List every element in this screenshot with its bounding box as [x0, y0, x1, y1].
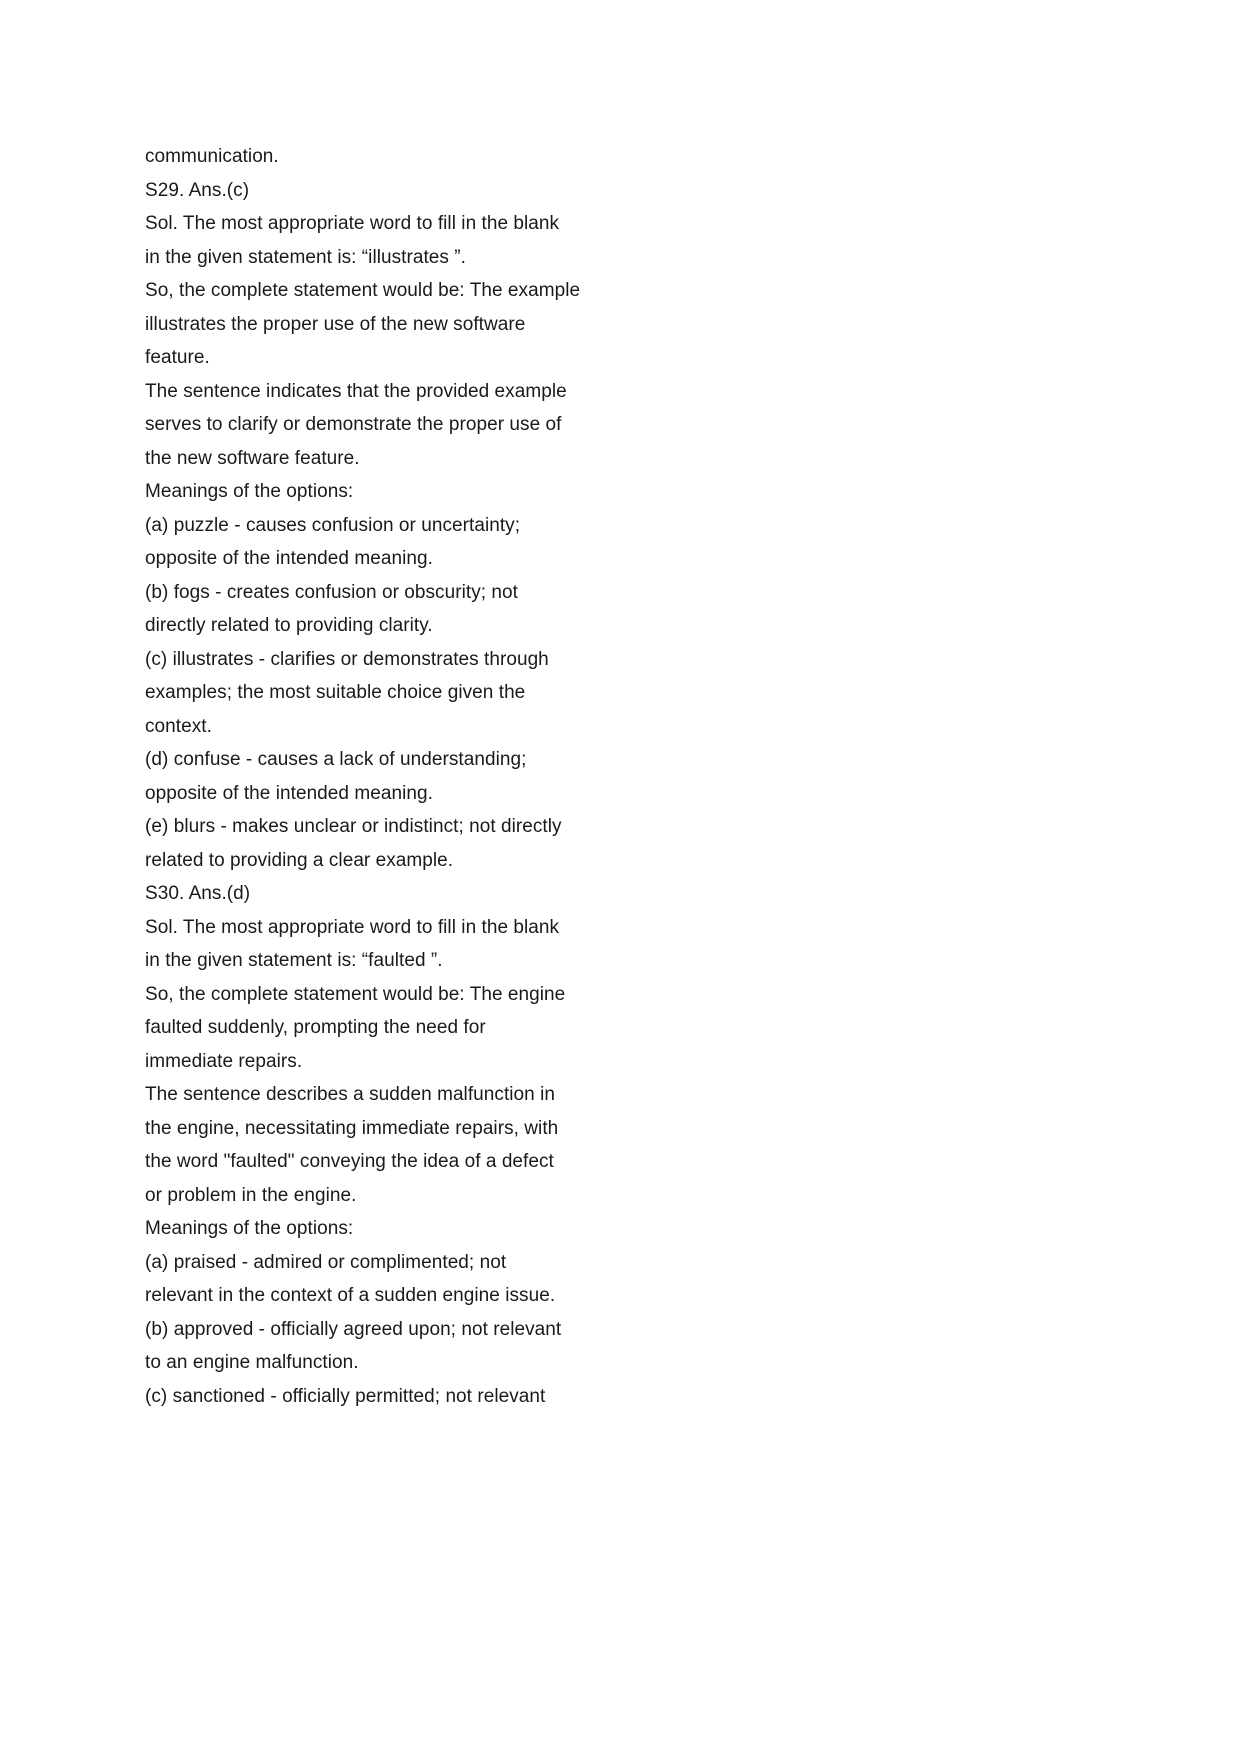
answer-heading-s29: S29. Ans.(c): [145, 179, 250, 201]
option-c-text: (c) illustrates - clarifies or demonstrates through: [145, 648, 549, 670]
text-line-continuation: communication.: [145, 146, 279, 167]
option-a-text: (a) puzzle - causes confusion or uncertainty;: [145, 514, 521, 536]
text-line: So, the complete statement would be: The engine: [145, 983, 566, 1005]
text-line: Sol. The most appropriate word to fill in the blank: [145, 916, 560, 938]
text-line: or problem in the engine.: [145, 1184, 357, 1206]
text-line: feature.: [145, 347, 210, 368]
text-line: in the given statement is: “illustrates ”.: [145, 246, 467, 268]
option-c-text: (c) sanctioned - officially permitted; not relevant: [145, 1385, 546, 1407]
options-heading: Meanings of the options:: [145, 1218, 354, 1239]
option-d-text: opposite of the intended meaning.: [145, 782, 433, 804]
text-line: serves to clarify or demonstrate the proper use of: [145, 414, 562, 435]
option-a-text: opposite of the intended meaning.: [145, 548, 433, 569]
option-b-text: (b) approved - officially agreed upon; not relevant: [145, 1318, 562, 1340]
option-e-text: (e) blurs - makes unclear or indistinct; not directly: [145, 816, 562, 837]
option-a-text: relevant in the context of a sudden engine issue.: [145, 1285, 556, 1306]
text-line: the new software feature.: [145, 447, 360, 469]
text-line: The sentence describes a sudden malfunction in: [145, 1084, 555, 1105]
option-e-text: related to providing a clear example.: [145, 849, 454, 871]
text-line: Sol. The most appropriate word to fill in the blank: [145, 213, 560, 234]
text-line: illustrates the proper use of the new software: [145, 313, 526, 335]
option-b-text: to an engine malfunction.: [145, 1352, 359, 1373]
option-a-text: (a) praised - admired or complimented; not: [145, 1251, 507, 1273]
text-line: The sentence indicates that the provided example: [145, 380, 567, 402]
option-c-text: context.: [145, 715, 212, 737]
option-d-text: (d) confuse - causes a lack of understanding;: [145, 749, 527, 770]
text-line: faulted suddenly, prompting the need for: [145, 1017, 486, 1038]
option-c-text: examples; the most suitable choice given the: [145, 682, 526, 703]
text-line: the word "faulted" conveying the idea of a defect: [145, 1151, 554, 1172]
text-line: So, the complete statement would be: The example: [145, 280, 581, 301]
text-line: the engine, necessitating immediate repairs, with: [145, 1117, 559, 1139]
answer-heading-s30: S30. Ans.(d): [145, 883, 251, 904]
text-line: in the given statement is: “faulted ”.: [145, 950, 443, 971]
options-heading: Meanings of the options:: [145, 481, 354, 502]
option-b-text: directly related to providing clarity.: [145, 615, 433, 636]
option-b-text: (b) fogs - creates confusion or obscurity; not: [145, 581, 518, 603]
document-body: [145, 144, 665, 1417]
text-line: immediate repairs.: [145, 1050, 303, 1072]
